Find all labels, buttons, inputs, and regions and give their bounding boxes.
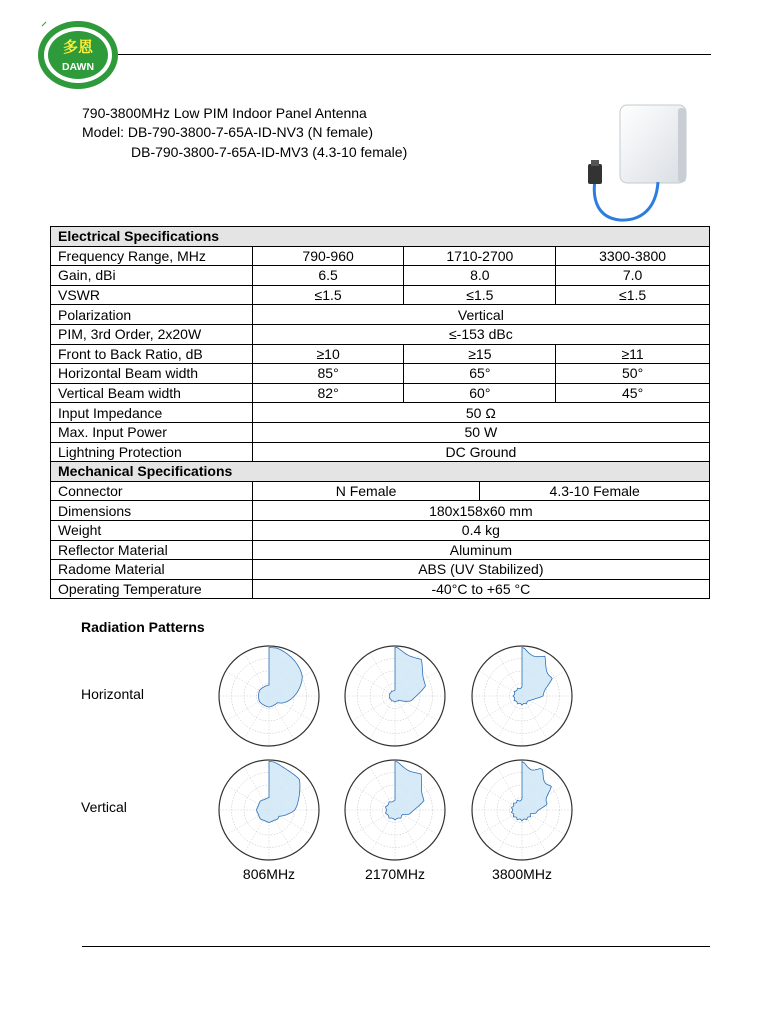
cell: 82°: [252, 383, 404, 403]
model-line-2: DB-790-3800-7-65A-ID-MV3 (4.3-10 female): [131, 144, 408, 160]
table-row: [51, 560, 710, 580]
cell: ≤1.5: [252, 285, 404, 305]
radiation-patterns-title: Radiation Patterns: [81, 619, 205, 635]
table-row: [51, 442, 710, 462]
cell: 85°: [252, 364, 404, 384]
cell: DC Ground: [252, 442, 709, 462]
table-row: [51, 246, 710, 266]
cell: 6.5: [252, 266, 404, 286]
polar-pattern-vertical-806: [214, 755, 324, 865]
table-row: [51, 403, 710, 423]
table-row: [51, 285, 710, 305]
table-row: [51, 266, 710, 286]
cell: 4.3-10 Female: [480, 481, 710, 501]
logo-brand-text: DAWN: [61, 61, 95, 73]
cell: 65°: [404, 364, 556, 384]
freq-label-2170: 2170MHz: [365, 866, 425, 882]
table-row: [51, 324, 710, 344]
freq-label-3800: 3800MHz: [492, 866, 552, 882]
cell: ≤1.5: [404, 285, 556, 305]
cell: 50°: [556, 364, 710, 384]
table-row: [51, 305, 710, 325]
cell: ABS (UV Stabilized): [252, 560, 709, 580]
cell: -40°C to +65 °C: [252, 579, 709, 599]
cell: N Female: [252, 481, 480, 501]
row-label: Dimensions: [51, 501, 253, 521]
table-row: [51, 383, 710, 403]
table-row: [51, 540, 710, 560]
cell: 50 Ω: [252, 403, 709, 423]
row-label: Frequency Range, MHz: [51, 246, 253, 266]
polar-pattern-vertical-2170: [340, 755, 450, 865]
cell: 180x158x60 mm: [252, 501, 709, 521]
row-label: VSWR: [51, 285, 253, 305]
row-label: Gain, dBi: [51, 266, 253, 286]
row-label-horizontal: Horizontal: [81, 686, 145, 702]
polar-pattern-horizontal-3800: [467, 641, 577, 751]
row-label: Lightning Protection: [51, 442, 253, 462]
cell: 1710-2700: [404, 246, 556, 266]
row-label: Input Impedance: [51, 403, 253, 423]
cell: 50 W: [252, 422, 709, 442]
polar-pattern-horizontal-806: [214, 641, 324, 751]
table-row: [51, 501, 710, 521]
row-label: Weight: [51, 520, 253, 540]
cell: Aluminum: [252, 540, 709, 560]
row-label-vertical: Vertical: [81, 799, 127, 815]
mechanical-heading: Mechanical Specifications: [51, 462, 710, 482]
logo-chinese-text: 多恩: [62, 38, 94, 56]
cell: 790-960: [252, 246, 404, 266]
row-label: Radome Material: [51, 560, 253, 580]
row-label: Polarization: [51, 305, 253, 325]
cell: ≤1.5: [556, 285, 710, 305]
cell: 8.0: [404, 266, 556, 286]
product-title: 790-3800MHz Low PIM Indoor Panel Antenna: [82, 105, 367, 121]
cell: 3300-3800: [556, 246, 710, 266]
section-row-electrical: [51, 227, 710, 247]
table-row: [51, 520, 710, 540]
row-label: Max. Input Power: [51, 422, 253, 442]
row-label: Horizontal Beam width: [51, 364, 253, 384]
table-row: [51, 579, 710, 599]
row-label: PIM, 3rd Order, 2x20W: [51, 324, 253, 344]
model-line-1: Model: DB-790-3800-7-65A-ID-NV3 (N female): [82, 124, 373, 140]
row-label: Front to Back Ratio, dB: [51, 344, 253, 364]
electrical-heading: Electrical Specifications: [51, 227, 710, 247]
cell: 7.0: [556, 266, 710, 286]
polar-pattern-vertical-3800: [467, 755, 577, 865]
table-row: [51, 481, 710, 501]
dawn-logo: [36, 18, 120, 90]
freq-label-806: 806MHz: [242, 866, 296, 882]
section-row-mechanical: [51, 462, 710, 482]
cell: ≥11: [556, 344, 710, 364]
cell: 45°: [556, 383, 710, 403]
row-label: Reflector Material: [51, 540, 253, 560]
spec-table: [50, 226, 710, 599]
row-label: Vertical Beam width: [51, 383, 253, 403]
cell: ≥10: [252, 344, 404, 364]
cell: Vertical: [252, 305, 709, 325]
cell: ≥15: [404, 344, 556, 364]
polar-pattern-horizontal-2170: [340, 641, 450, 751]
antenna-photo: [578, 100, 698, 228]
table-row: [51, 422, 710, 442]
cell: 0.4 kg: [252, 520, 709, 540]
row-label: Operating Temperature: [51, 579, 253, 599]
table-row: [51, 344, 710, 364]
row-label: Connector: [51, 481, 253, 501]
cell: 60°: [404, 383, 556, 403]
footer-rule: [82, 946, 710, 947]
cell: ≤-153 dBc: [252, 324, 709, 344]
table-row: [51, 364, 710, 384]
header-rule: [118, 54, 711, 55]
